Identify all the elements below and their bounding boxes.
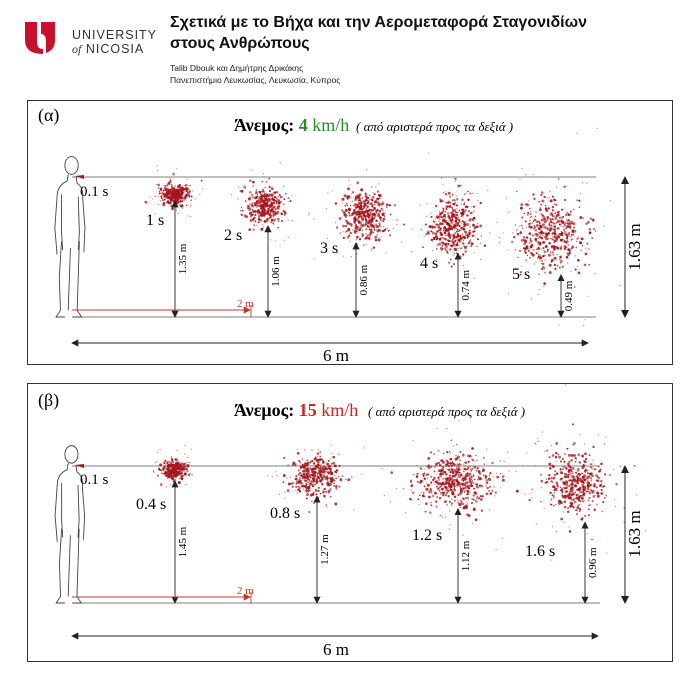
affiliation: Πανεπιστήμιο Λευκωσίας, Λευκωσία, Κύπρος — [170, 75, 341, 85]
authors: Talib Dbouk και Δημήτρης Δρικάκης — [170, 63, 304, 73]
university-name — [72, 28, 157, 56]
human-figure-icon — [55, 446, 85, 603]
cloud-time-label: 0.4 s — [136, 496, 167, 513]
cloud-time-label: 2 s — [224, 227, 243, 244]
wind-label: Άνεμος: — [234, 400, 299, 420]
authors-block — [170, 62, 340, 86]
wind-title — [234, 400, 358, 420]
cloud-height-label: 0.74 m — [460, 269, 472, 301]
university-line2: NICOSIA — [85, 42, 145, 56]
title-line1: Σχετικά με το Βήχα και την Αερομεταφορά Σταγονιδίων — [170, 14, 587, 31]
panel-label: (β) — [38, 390, 60, 410]
panel-a-diagram — [28, 101, 674, 366]
cloud-time-label: 5 s — [512, 266, 531, 283]
panel-b — [27, 383, 673, 662]
person-height-label: 1.63 m — [625, 223, 644, 271]
distance-2m-label: 2 m — [237, 585, 254, 597]
title-line2: στους Ανθρώπους — [170, 35, 310, 52]
cloud-time-label: 1.2 s — [412, 527, 443, 544]
wind-unit: km/h — [316, 400, 359, 420]
panel-a — [27, 100, 673, 365]
university-logo-icon — [22, 20, 58, 56]
droplet-cloud — [144, 165, 203, 217]
cloud-time-label: 0.8 s — [270, 505, 301, 522]
cloud-time-label: 1 s — [146, 212, 165, 229]
university-of: of — [72, 42, 82, 56]
wind-unit: km/h — [307, 115, 350, 135]
cloud-height-label: 0.86 m — [358, 264, 370, 296]
university-line1: UNIVERSITY — [72, 28, 158, 42]
cloud-height-label: 1.35 m — [177, 243, 189, 275]
cloud-height-label: 0.49 m — [563, 280, 575, 312]
header — [0, 0, 700, 95]
wind-title — [234, 115, 349, 135]
cloud-time-label: 1.6 s — [525, 543, 556, 560]
droplet-cloud — [381, 420, 525, 551]
wind-value: 4 — [298, 115, 308, 135]
distance-6m-label: 6 m — [323, 346, 349, 365]
start-time-label: 0.1 s — [80, 472, 109, 488]
start-time-label: 0.1 s — [80, 184, 109, 200]
wind-direction: ( από αριστερά προς τα δεξιά ) — [368, 404, 526, 419]
cloud-height-label: 1.12 m — [460, 540, 472, 572]
cloud-height-label: 1.06 m — [270, 256, 282, 287]
page-title — [170, 12, 690, 54]
panel-b-diagram — [28, 384, 674, 663]
wind-direction: ( από αριστερά προς τα δεξιά ) — [356, 119, 514, 134]
cloud-height-label: 1.27 m — [319, 534, 331, 565]
panel-label: (α) — [38, 105, 60, 125]
person-height-label: 1.63 m — [625, 510, 644, 558]
distance-6m-label: 6 m — [323, 640, 349, 659]
wind-label: Άνεμος: — [234, 115, 299, 135]
cloud-time-label: 3 s — [320, 240, 339, 257]
droplet-cloud — [411, 152, 530, 267]
human-figure-icon — [55, 157, 85, 317]
cloud-height-label: 1.45 m — [177, 526, 189, 558]
cloud-height-label: 0.96 m — [587, 547, 599, 578]
droplet-cloud — [267, 445, 365, 513]
droplet-cloud — [473, 128, 639, 326]
distance-2m-label: 2 m — [237, 298, 254, 310]
wind-value: 15 — [298, 400, 317, 420]
cloud-time-label: 4 s — [420, 255, 439, 272]
